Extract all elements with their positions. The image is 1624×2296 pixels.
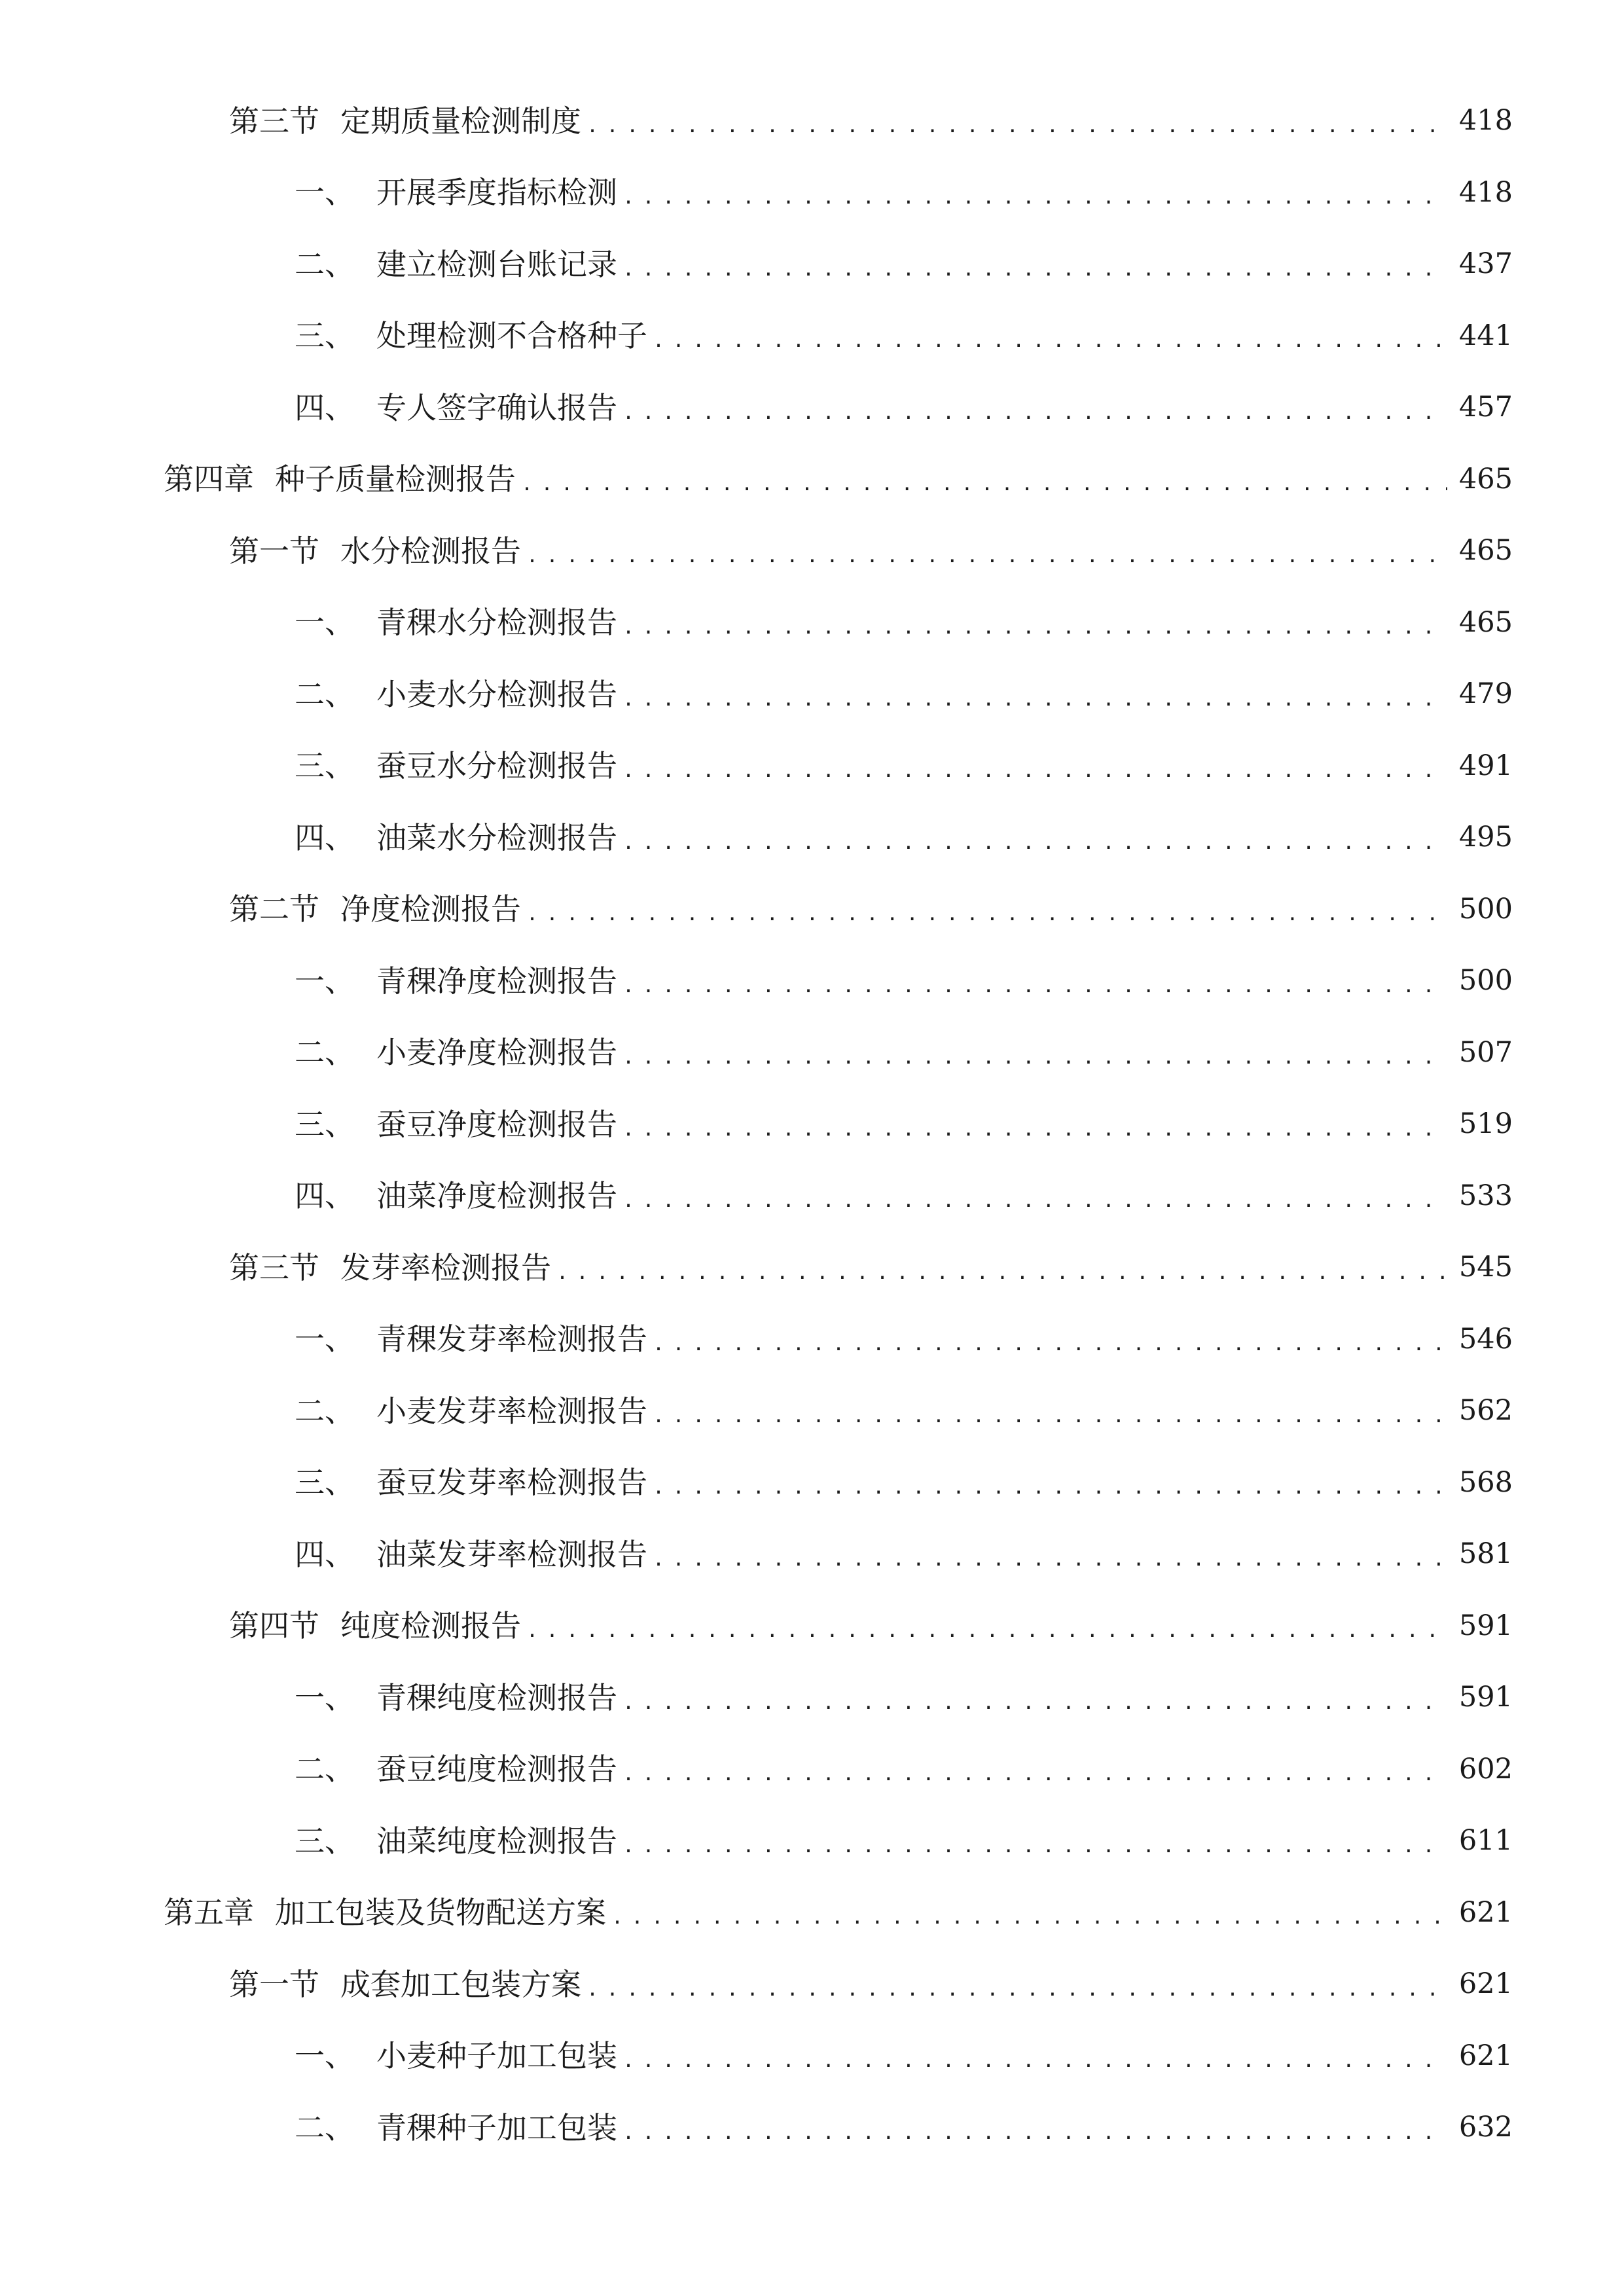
dot-leader [653,1478,1447,1498]
toc-entry-label [295,175,617,211]
dot-leader [623,761,1447,781]
toc-entry-prefix: 三、 [295,1823,355,1859]
toc-entry-label [295,1465,647,1501]
toc-entry[interactable] [0,1662,1624,1734]
dot-leader [556,1263,1447,1283]
dot-leader [526,547,1447,566]
dot-leader [623,1120,1447,1139]
toc-entry-prefix: 一、 [295,1679,355,1715]
toc-entry-title: 小麦净度检测报告 [376,1035,617,1071]
toc-page-number: 495 [1458,821,1513,854]
toc-entry-prefix: 四、 [295,1178,355,1214]
toc-entry-title: 小麦发芽率检测报告 [376,1393,647,1429]
table-of-contents [0,85,1624,2164]
toc-entry[interactable] [0,1304,1624,1376]
dot-leader [653,331,1447,351]
dot-leader [623,1837,1447,1856]
toc-entry-title: 发芽率检测报告 [340,1249,551,1285]
toc-entry-prefix: 第一节 [229,1966,319,2002]
toc-entry[interactable] [0,658,1624,730]
toc-entry-title: 蚕豆水分检测报告 [376,748,617,784]
toc-page-number: 602 [1458,1752,1513,1785]
dot-leader [623,1693,1447,1713]
dot-leader [623,1191,1447,1211]
toc-entry[interactable] [0,2092,1624,2164]
toc-entry[interactable] [0,1160,1624,1232]
toc-entry-title: 定期质量检测制度 [340,103,581,139]
toc-entry-prefix: 第四章 [164,461,254,497]
toc-entry-prefix: 一、 [295,963,355,999]
dot-leader [623,833,1447,853]
dot-leader [586,117,1447,136]
toc-entry-prefix: 二、 [295,246,355,282]
toc-entry-label [229,103,581,139]
toc-entry-label [295,963,617,999]
dot-leader [623,977,1447,996]
toc-entry-title: 专人签字确认报告 [376,389,617,425]
toc-entry-label [295,2109,617,2145]
toc-entry-title: 小麦种子加工包装 [376,2038,617,2074]
toc-entry[interactable] [0,874,1624,946]
toc-entry[interactable] [0,945,1624,1017]
toc-page-number: 632 [1458,2111,1513,2144]
dot-leader [623,188,1447,207]
toc-entry-title: 种子质量检测报告 [275,461,516,497]
toc-entry-label [295,1106,617,1142]
dot-leader [653,1407,1447,1426]
toc-entry-prefix: 一、 [295,1321,355,1357]
toc-entry-label [295,1679,617,1715]
toc-entry-prefix: 二、 [295,1035,355,1071]
toc-entry-prefix: 第五章 [164,1895,254,1931]
toc-entry-label [229,891,521,927]
toc-entry-title: 净度检测报告 [340,891,521,927]
toc-entry[interactable] [0,1590,1624,1662]
toc-page-number: 545 [1458,1251,1513,1284]
toc-entry[interactable] [0,1877,1624,1949]
toc-page-number: 562 [1458,1394,1513,1427]
toc-entry-title: 蚕豆纯度检测报告 [376,1751,617,1787]
dot-leader [623,2123,1447,2143]
toc-entry-title: 油菜水分检测报告 [376,819,617,855]
toc-entry-title: 加工包装及货物配送方案 [275,1895,606,1931]
dot-leader [623,403,1447,423]
toc-page-number: 465 [1458,462,1513,495]
toc-entry-prefix: 三、 [295,318,355,354]
toc-page-number: 533 [1458,1179,1513,1212]
toc-entry-title: 青稞种子加工包装 [376,2109,617,2145]
toc-entry-title: 青稞纯度检测报告 [376,1679,617,1715]
toc-entry[interactable] [0,1017,1624,1089]
toc-entry-label [229,533,521,569]
toc-entry-label [295,1178,617,1214]
dot-leader [526,905,1447,924]
toc-page-number: 621 [1458,2039,1513,2072]
toc-entry[interactable] [0,587,1624,659]
toc-page-number: 611 [1458,1824,1513,1857]
toc-entry-label [295,389,617,425]
toc-entry[interactable] [0,1447,1624,1519]
toc-page-number: 591 [1458,1609,1513,1642]
dot-leader [653,1550,1447,1570]
toc-entry-title: 青稞水分检测报告 [376,605,617,641]
toc-entry-prefix: 二、 [295,1393,355,1429]
toc-entry-title: 青稞发芽率检测报告 [376,1321,647,1357]
toc-entry-prefix: 第三节 [229,103,319,139]
toc-entry[interactable] [0,1734,1624,1806]
toc-page-number: 441 [1458,319,1513,352]
toc-entry-title: 蚕豆发芽率检测报告 [376,1465,647,1501]
toc-entry-prefix: 二、 [295,676,355,712]
toc-entry-label [164,461,516,497]
toc-entry[interactable] [0,228,1624,300]
toc-entry-label [229,1249,551,1285]
toc-entry-prefix: 四、 [295,389,355,425]
toc-entry-label [295,605,617,641]
toc-page-number: 437 [1458,247,1513,281]
toc-entry-prefix: 一、 [295,2038,355,2074]
toc-entry[interactable] [0,372,1624,444]
toc-entry-label [295,1393,647,1429]
toc-entry-label [295,1035,617,1071]
toc-entry-title: 水分检测报告 [340,533,521,569]
toc-entry[interactable] [0,85,1624,157]
toc-page-number: 621 [1458,1967,1513,2001]
toc-page-number: 418 [1458,175,1513,209]
toc-entry[interactable] [0,730,1624,802]
toc-entry[interactable] [0,802,1624,874]
toc-entry-prefix: 三、 [295,1106,355,1142]
toc-entry-title: 小麦水分检测报告 [376,676,617,712]
toc-entry-label [295,318,647,354]
toc-entry-title: 蚕豆净度检测报告 [376,1106,617,1142]
toc-entry[interactable] [0,515,1624,587]
dot-leader [526,1621,1447,1641]
toc-entry-label [295,1751,617,1787]
dot-leader [586,1980,1447,2000]
toc-entry-prefix: 第一节 [229,533,319,569]
toc-page-number: 479 [1458,677,1513,711]
toc-page-number: 465 [1458,605,1513,639]
toc-entry-prefix: 一、 [295,175,355,211]
toc-entry-title: 纯度检测报告 [340,1608,521,1644]
toc-page-number: 491 [1458,749,1513,782]
toc-entry-label [295,676,617,712]
toc-page-number: 418 [1458,104,1513,137]
dot-leader [623,1765,1447,1784]
toc-entry[interactable] [0,1518,1624,1590]
toc-entry-label [295,2038,617,2074]
dot-leader [623,618,1447,637]
toc-page-number: 621 [1458,1895,1513,1929]
toc-entry-title: 油菜发芽率检测报告 [376,1536,647,1572]
dot-leader [623,690,1447,709]
dot-leader [623,260,1447,279]
toc-entry-label [229,1966,581,2002]
dot-leader [653,1335,1447,1354]
toc-entry[interactable] [0,1232,1624,1304]
toc-entry-prefix: 二、 [295,2109,355,2145]
toc-entry-title: 油菜纯度检测报告 [376,1823,617,1859]
toc-page-number: 465 [1458,534,1513,567]
toc-entry-label [164,1895,606,1931]
toc-page-number: 568 [1458,1465,1513,1499]
toc-entry-label [295,748,617,784]
toc-entry-label [295,819,617,855]
toc-entry[interactable] [0,1375,1624,1447]
toc-entry[interactable] [0,157,1624,229]
toc-entry-title: 成套加工包装方案 [340,1966,581,2002]
toc-page-number: 519 [1458,1107,1513,1141]
dot-leader [623,2051,1447,2071]
toc-entry[interactable] [0,2020,1624,2092]
toc-entry-prefix: 四、 [295,819,355,855]
toc-entry-label [229,1608,521,1644]
dot-leader [611,1908,1447,1928]
toc-entry-prefix: 一、 [295,605,355,641]
toc-entry-prefix: 第二节 [229,891,319,927]
toc-entry-title: 青稞净度检测报告 [376,963,617,999]
toc-entry-prefix: 三、 [295,1465,355,1501]
toc-entry[interactable] [0,1088,1624,1160]
toc-page-number: 500 [1458,892,1513,925]
toc-entry-title: 开展季度指标检测 [376,175,617,211]
toc-entry-prefix: 第四节 [229,1608,319,1644]
dot-leader [623,1048,1447,1067]
toc-entry-title: 处理检测不合格种子 [376,318,647,354]
toc-entry-label [295,1823,617,1859]
toc-entry[interactable] [0,1805,1624,1877]
toc-entry[interactable] [0,300,1624,372]
toc-page-number: 581 [1458,1537,1513,1571]
toc-entry-title: 油菜净度检测报告 [376,1178,617,1214]
dot-leader [521,475,1447,494]
toc-entry-title: 建立检测台账记录 [376,246,617,282]
toc-entry-label [295,1321,647,1357]
toc-entry[interactable] [0,444,1624,516]
toc-entry-label [295,1536,647,1572]
toc-page-number: 500 [1458,964,1513,997]
toc-page-number: 507 [1458,1035,1513,1069]
toc-entry-prefix: 三、 [295,748,355,784]
toc-entry-prefix: 二、 [295,1751,355,1787]
toc-entry-label [295,246,617,282]
toc-page-number: 591 [1458,1681,1513,1714]
toc-page-number: 546 [1458,1322,1513,1355]
toc-page-number: 457 [1458,391,1513,424]
toc-entry-prefix: 四、 [295,1536,355,1572]
toc-entry[interactable] [0,1948,1624,2020]
toc-entry-prefix: 第三节 [229,1249,319,1285]
